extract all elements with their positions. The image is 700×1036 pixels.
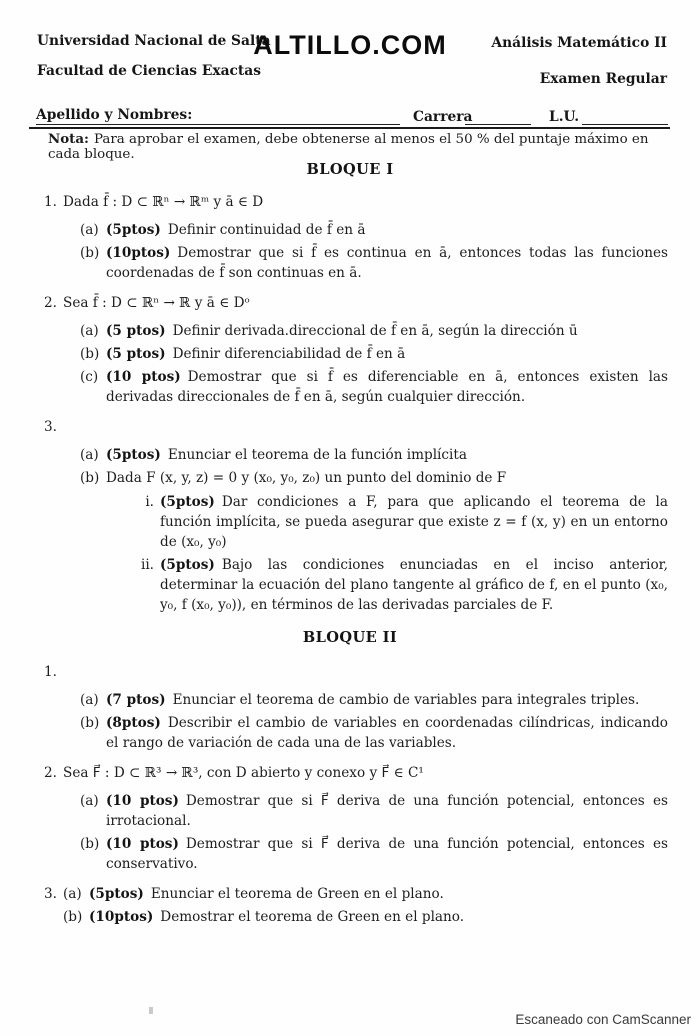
item-text: Describir el cambio de variables en coordenadas cilíndricas, indicando el rango de variación de cada una de las variables. — [106, 715, 668, 751]
item-a — [80, 321, 668, 341]
lu-field-line — [582, 124, 668, 125]
item-label: (a) — [80, 323, 99, 339]
item-b — [80, 243, 668, 283]
item-label: (b) — [63, 909, 83, 925]
item-label: (a) — [80, 793, 99, 809]
name-field-label: Apellido y Nombres: — [36, 107, 193, 123]
subitem-points: (5ptos) — [160, 494, 215, 510]
item-points: (10 ptos) — [106, 793, 179, 809]
exam-body — [0, 150, 700, 940]
item-label: (b) — [80, 346, 100, 362]
item-b — [80, 344, 668, 364]
item-label: (c) — [80, 369, 99, 385]
altillo-watermark: ALTILLO.COM — [253, 30, 447, 60]
item-a — [80, 220, 668, 240]
problem-number: 3. — [44, 886, 57, 902]
problem-number: 1. — [44, 664, 57, 680]
item-points: (10ptos) — [89, 909, 154, 925]
item-label: (a) — [80, 447, 99, 463]
item-label: (a) — [63, 886, 82, 902]
problem-1-1 — [0, 192, 700, 283]
problem-number: 1. — [44, 194, 57, 210]
item-b — [80, 834, 668, 874]
problem-statement: Sea F⃗ : D ⊂ ℝ³ → ℝ³, con D abierto y conexo y F⃗ ∈ C¹ — [63, 765, 424, 781]
subitem-i — [138, 492, 668, 552]
item-points: (7 ptos) — [106, 692, 166, 708]
camscanner-credit: Escaneado con CamScanner — [515, 1012, 691, 1027]
item-b — [80, 468, 668, 618]
item-points: (10ptos) — [106, 245, 171, 261]
item-text: Demostrar que si F⃗ deriva de una función potencial, entonces es conservativo. — [106, 836, 668, 872]
item-points: (5ptos) — [106, 447, 161, 463]
career-field-label: Carrera — [413, 109, 473, 125]
note-label: Nota: — [48, 131, 89, 147]
item-points: (10 ptos) — [106, 369, 181, 385]
item-label: (b) — [80, 836, 100, 852]
item-a — [80, 690, 668, 710]
subitem-points: (5ptos) — [160, 557, 215, 573]
item-text: Dada F (x, y, z) = 0 y (x₀, y₀, z₀) un punto del dominio de F — [106, 470, 507, 486]
item-text: Definir diferenciabilidad de f̄ en ā — [172, 346, 406, 362]
problem-statement — [63, 417, 668, 437]
item-text: Definir derivada.direccional de f̄ en ā, según la dirección ū — [172, 323, 578, 339]
problem-1-3 — [0, 417, 700, 618]
item-points: (5ptos) — [106, 222, 161, 238]
problem-2-1 — [0, 662, 700, 753]
block-1-title: BLOQUE I — [306, 161, 394, 178]
item-a — [63, 884, 668, 904]
item-a — [80, 445, 668, 465]
problem-statement — [63, 662, 668, 682]
subitem-label: ii. — [140, 557, 154, 573]
problem-number: 3. — [44, 419, 57, 435]
header-divider-rule — [29, 127, 670, 129]
item-text: Enunciar el teorema de cambio de variables para integrales triples. — [172, 692, 640, 708]
item-points: (5ptos) — [89, 886, 144, 902]
item-text: Definir continuidad de f̄ en ā — [167, 222, 366, 238]
item-b — [63, 907, 668, 927]
lu-field-label: L.U. — [549, 109, 580, 125]
block-2-title: BLOQUE II — [302, 629, 398, 646]
item-text: Demostrar que si F⃗ deriva de una función potencial, entonces es irrotacional. — [106, 793, 668, 829]
item-points: (5 ptos) — [106, 346, 166, 362]
faculty-name: Facultad de Ciencias Exactas — [37, 63, 261, 79]
exam-type: Examen Regular — [539, 71, 667, 87]
problem-statement: Dada f̄ : D ⊂ ℝⁿ → ℝᵐ y ā ∈ D — [63, 194, 264, 210]
name-field-line — [36, 124, 400, 125]
problem-number: 2. — [44, 295, 57, 311]
item-text: Enunciar el teorema de la función implícita — [167, 447, 467, 463]
career-field-line — [465, 124, 531, 125]
item-text: Demostrar que si f̄ es diferenciable en ā, entonces existen las derivadas direccionales de f̄ en ā, según cualquier dirección. — [106, 369, 668, 405]
note-text: Para aprobar el examen, debe obtenerse al menos el 50 % del puntaje máximo en cada bloque. — [48, 132, 649, 162]
problem-statement: Sea f̄ : D ⊂ ℝⁿ → ℝ y ā ∈ Dᵒ — [63, 295, 250, 311]
item-points: (10 ptos) — [106, 836, 179, 852]
item-text: Enunciar el teorema de Green en el plano. — [150, 886, 444, 902]
item-label: (a) — [80, 692, 99, 708]
item-text: Demostrar el teorema de Green en el plano. — [160, 909, 465, 925]
item-points: (5 ptos) — [106, 323, 166, 339]
problem-2-2 — [0, 763, 700, 874]
item-a — [80, 791, 668, 831]
item-label: (a) — [80, 222, 99, 238]
item-c — [80, 367, 668, 407]
item-label: (b) — [80, 245, 100, 261]
item-b — [80, 713, 668, 753]
problem-number: 2. — [44, 765, 57, 781]
item-label: (b) — [80, 470, 100, 486]
course-title: Análisis Matemático II — [491, 35, 667, 51]
subitem-text: Bajo las condiciones enunciadas en el inciso anterior, determinar la ecuación del plano tangente al gráfico de f, en el punto (x₀, y₀, f (x₀, y₀)), en términos de las derivadas parciales de F. — [160, 557, 668, 613]
item-text: Demostrar que si f̄ es continua en ā, entonces todas las funciones coordenadas de f̄ son continuas en ā. — [106, 245, 668, 281]
subitem-label: i. — [145, 494, 154, 510]
problem-1-2 — [0, 293, 700, 407]
problem-2-3 — [0, 884, 700, 930]
university-name: Universidad Nacional de Salta — [37, 33, 271, 49]
scan-smudge — [149, 1007, 153, 1014]
subitem-ii — [138, 555, 668, 615]
item-points: (8ptos) — [106, 715, 161, 731]
subitem-text: Dar condiciones a F, para que aplicando el teorema de la función implícita, se pueda asegurar que existe z = f (x, y) en un entorno de (x₀, y₀) — [160, 494, 668, 550]
item-label: (b) — [80, 715, 100, 731]
